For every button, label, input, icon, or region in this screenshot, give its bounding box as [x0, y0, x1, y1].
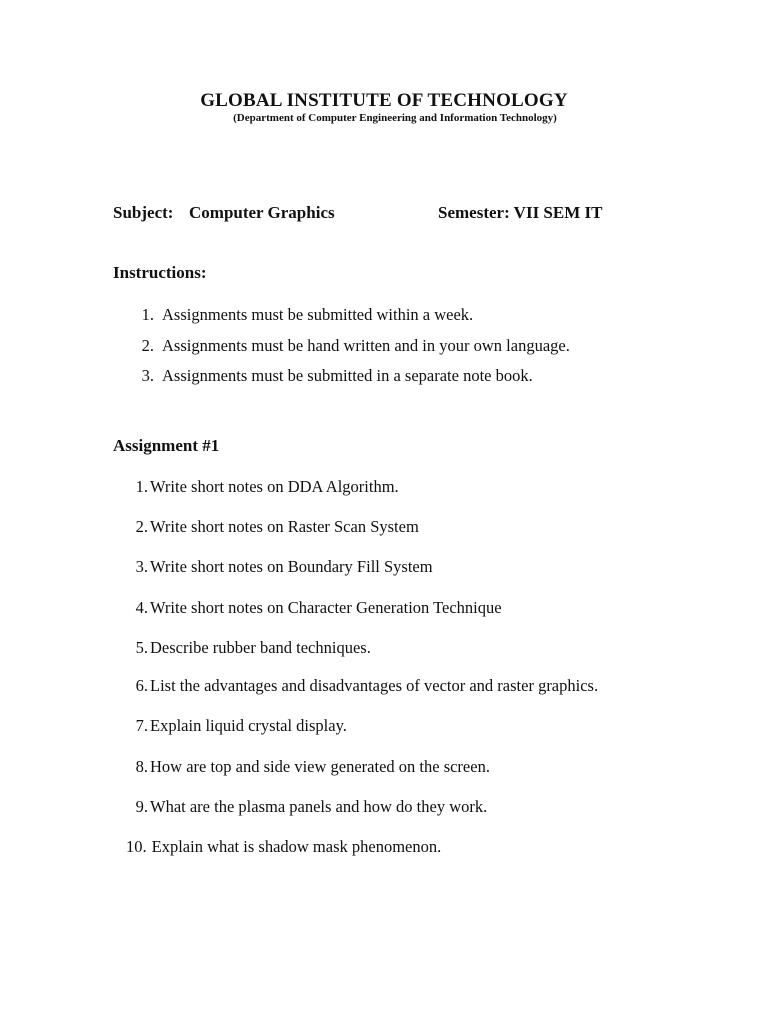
question-text: Write short notes on DDA Algorithm.: [150, 477, 399, 496]
question-number: 8.: [135, 757, 148, 776]
question-number: 9.: [135, 797, 148, 816]
question-item: [126, 837, 441, 857]
question-item: [126, 477, 399, 497]
question-text: How are top and side view generated on the screen.: [150, 757, 490, 776]
question-number: 10.: [126, 837, 147, 856]
question-text: Write short notes on Character Generation Technique: [150, 598, 502, 617]
instruction-number: 3.: [141, 366, 154, 385]
instruction-item: [130, 366, 533, 386]
assignment-heading: Assignment #1: [113, 436, 220, 455]
question-text: Explain liquid crystal display.: [150, 716, 347, 735]
instruction-number: 1.: [141, 305, 154, 324]
question-item: [126, 517, 419, 537]
instructions-heading: Instructions:: [113, 263, 207, 282]
question-text: Write short notes on Raster Scan System: [150, 517, 419, 536]
question-item: [126, 557, 433, 577]
question-number: 4.: [135, 598, 148, 617]
instruction-text: Assignments must be submitted in a separate note book.: [162, 366, 533, 385]
question-item: [126, 797, 487, 817]
instruction-number: 2.: [141, 336, 154, 355]
subject-value: Computer Graphics: [189, 203, 335, 222]
question-text: List the advantages and disadvantages of vector and raster graphics.: [150, 676, 599, 695]
question-item: [126, 638, 371, 658]
question-text: Write short notes on Boundary Fill System: [150, 557, 433, 576]
institute-title: GLOBAL INSTITUTE OF TECHNOLOGY: [200, 90, 568, 111]
question-text: What are the plasma panels and how do they work.: [150, 797, 488, 816]
instruction-text: Assignments must be submitted within a week.: [162, 305, 474, 324]
question-item: [126, 716, 347, 736]
question-number: 2.: [135, 517, 148, 536]
question-text: Describe rubber band techniques.: [150, 638, 371, 657]
instruction-item: [130, 336, 570, 356]
question-number: 3.: [135, 557, 148, 576]
instruction-item: [130, 305, 473, 325]
question-item: [126, 757, 490, 777]
semester-label: Semester: VII SEM IT: [438, 203, 603, 222]
question-number: 6.: [135, 676, 148, 695]
department-subtitle: (Department of Computer Engineering and Information Technology): [233, 112, 557, 124]
subject-label: Subject:: [113, 203, 174, 222]
question-number: 7.: [135, 716, 148, 735]
question-item: [126, 598, 502, 618]
question-number: 1.: [135, 477, 148, 496]
question-number: 5.: [135, 638, 148, 657]
question-text: Explain what is shadow mask phenomenon.: [151, 837, 442, 856]
question-item: [126, 676, 598, 696]
instruction-text: Assignments must be hand written and in your own language.: [162, 336, 570, 355]
